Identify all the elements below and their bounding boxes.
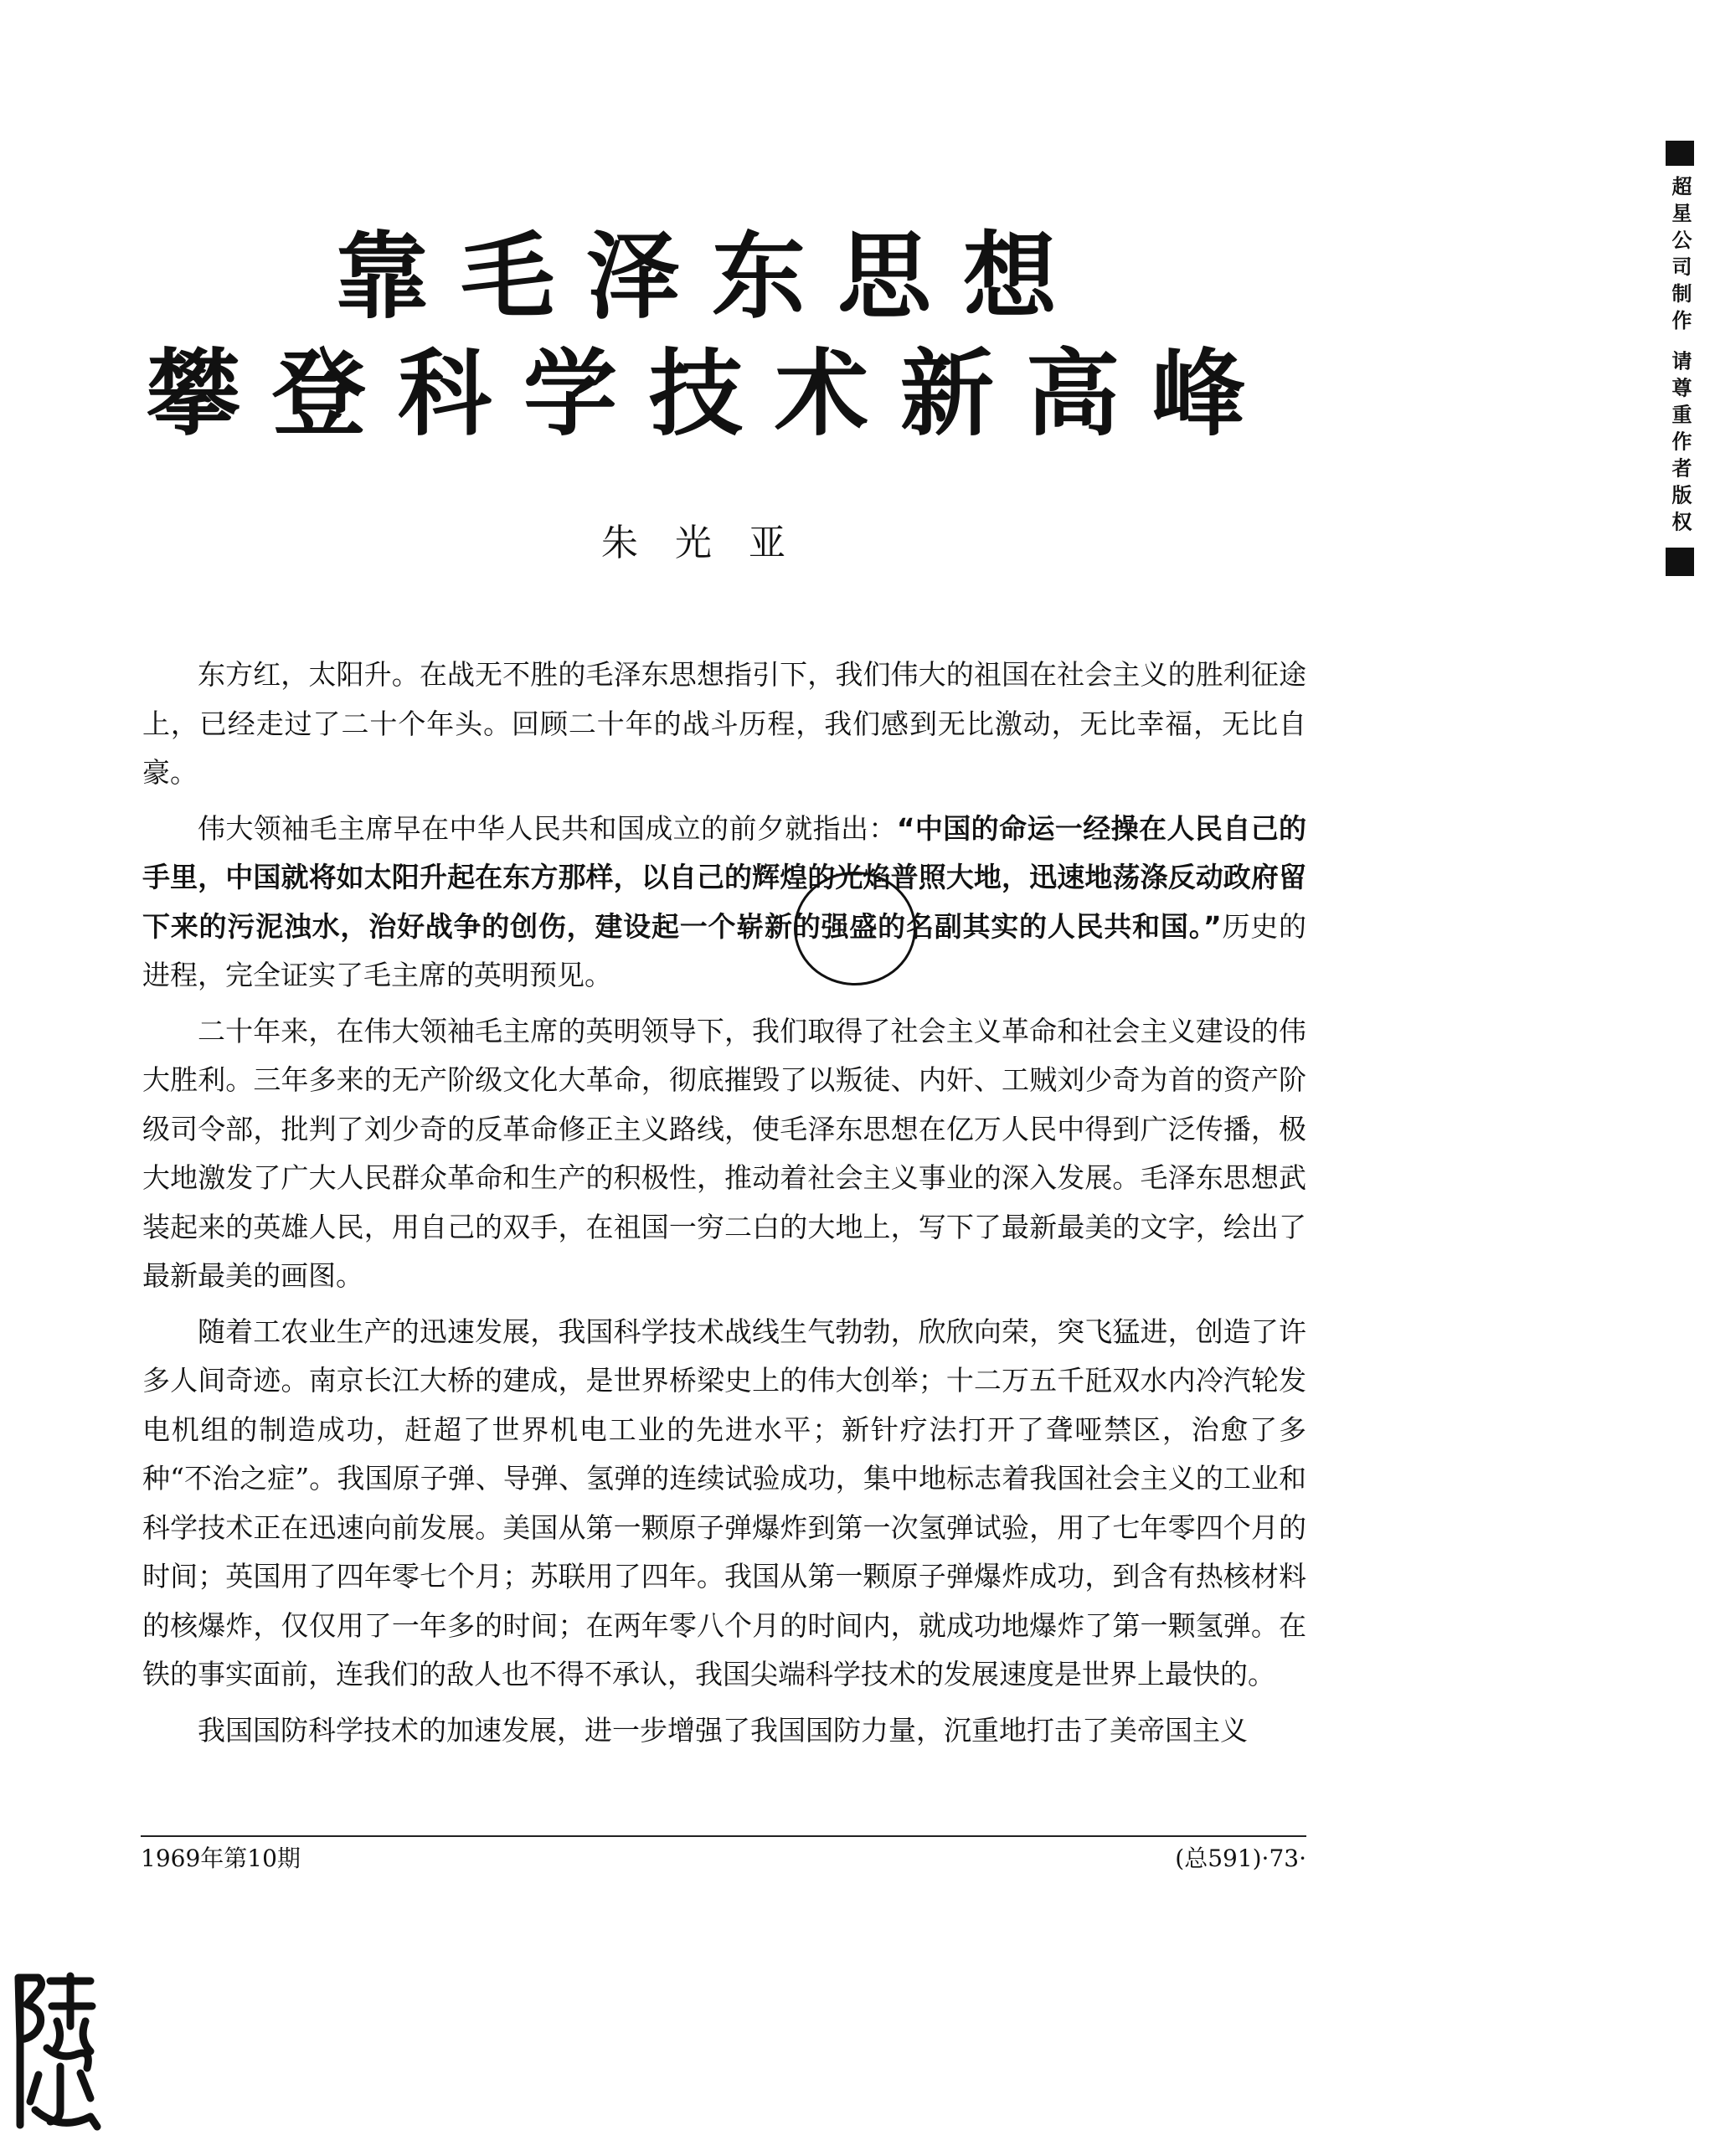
paragraph-2-outro: 历史的进程，完全证实了毛主席的英明预见。 (142, 909, 1306, 991)
mao-quote: “中国的命运一经操在人民自己的手里，中国就将如太阳升起在东方那样，以自己的辉煌的光焰普照大地，迅速地荡涤反动政府留下来的污泥浊水，治好战争的创伤，建设起一个崭新的强盛的名副其实的人民共和国。” (142, 811, 1306, 943)
copyright-notice: 超星公司制作 请尊重作者版权 (1668, 176, 1692, 538)
article-title-line-2: 攀登科学技术新高峰 (147, 340, 1277, 449)
sidebar-bottom-bar (1666, 548, 1694, 576)
copyright-sidebar (1658, 141, 1702, 576)
article-title-line-1: 靠毛泽东思想 (335, 223, 1089, 332)
paragraph-2-intro: 伟大领袖毛主席早在中华人民共和国成立的前夕就指出： (198, 811, 897, 845)
paragraph-2 (142, 805, 1306, 1001)
sidebar-top-bar (1666, 141, 1694, 166)
paragraph-3: 二十年来，在伟大领袖毛主席的英明领导下，我们取得了社会主义革命和社会主义建设的伟大胜利。三年多来的无产阶级文化大革命，彻底摧毁了以叛徒、内奸、工贼刘少奇为首的资产阶级司令部，批判了刘少奇的反革命修正主义路线，使毛泽东思想在亿万人民中得到广泛传播，极大地激发了广大人民群众革命和生产的积极性，推动着社会主义事业的深入发展。毛泽东思想武装起来的英雄人民，用自己的双手，在祖国一穷二白的大地上，写下了最新最美的文字，绘出了最新最美的画图。 (142, 1014, 1306, 1292)
author-name: 朱光亚 (601, 522, 822, 564)
paragraph-4: 随着工农业生产的迅速发展，我国科学技术战线生气勃勃，欣欣向荣，突飞猛进，创造了许多人间奇迹。南京长江大桥的建成，是世界桥梁史上的伟大创举；十二万五千瓩双水内冷汽轮发电机组的制造成功，赶超了世界机电工业的先进水平；新针疗法打开了聋哑禁区，治愈了多种“不治之症”。我国原子弹、导弹、氢弹的连续试验成功，集中地标志着我国社会主义的工业和科学技术正在迅速向前发展。美国从第一颗原子弹爆炸到第一次氢弹试验，用了七年零四个月的时间；英国用了四年零七个月；苏联用了四年。我国从第一颗原子弹爆炸成功，到含有热核材料的核爆炸，仅仅用了一年多的时间；在两年零八个月的时间内，就成功地爆炸了第一颗氢弹。在铁的事实面前，连我们的敌人也不得不承认，我国尖端科学技术的发展速度是世界上最快的。 (142, 1315, 1306, 1690)
page-number: (总591)·73· (1175, 1845, 1306, 1872)
article-body (142, 651, 1306, 1762)
issue-label: 1969年第10期 (141, 1845, 301, 1872)
footer-divider (141, 1835, 1306, 1837)
paragraph-1: 东方红，太阳升。在战无不胜的毛泽东思想指引下，我们伟大的祖国在社会主义的胜利征途上，已经走过了二十个年头。回顾二十年的战斗历程，我们感到无比激动，无比幸福，无比自豪。 (142, 658, 1306, 789)
paragraph-5: 我国国防科学技术的加速发展，进一步增强了我国国防力量，沉重地打击了美帝国主义 (198, 1713, 1248, 1747)
seal-stamp (10, 1968, 104, 2135)
handwritten-circle-mark (794, 872, 916, 985)
